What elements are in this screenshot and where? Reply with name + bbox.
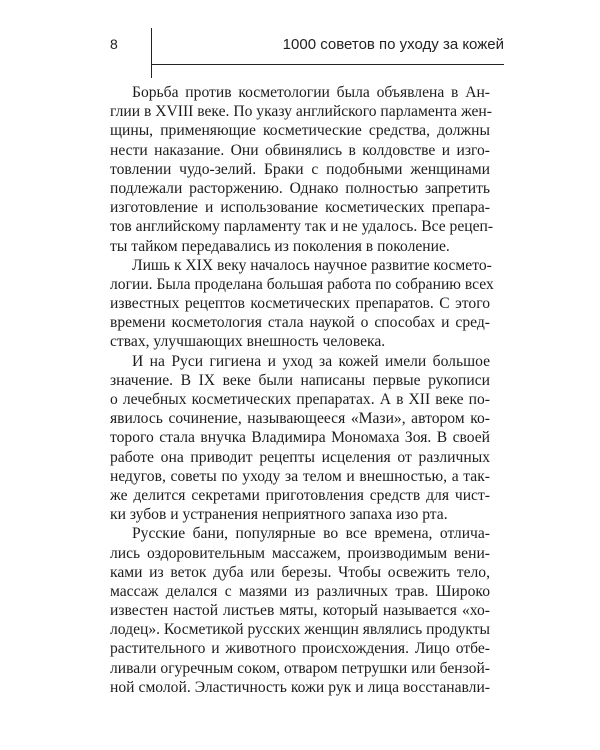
paragraph-3 xyxy=(110,352,490,525)
text-line: тов английскому парламенту так и не удалось. Все рецеп- xyxy=(110,218,494,236)
text-line: ливали огуречным соком, отваром петрушки или бензой- xyxy=(110,659,490,677)
text-line: глии в XVIII веке. По указу английского парламента жен- xyxy=(110,103,492,121)
paragraph-4 xyxy=(110,524,490,697)
header-divider-vertical xyxy=(151,28,152,78)
text-line: ты тайком передавались из поколения в поколение. xyxy=(110,237,450,255)
text-line: товлении чудо-зелий. Браки с подобными женщинами xyxy=(110,160,490,178)
text-line: изготовление и использование косметических препара- xyxy=(110,199,490,217)
text-line: массаж делался с мазями из различных трав. Широко xyxy=(110,582,490,600)
text-line: И на Руси гигиена и уход за кожей имели большое xyxy=(132,352,490,370)
text-line: торого стала внучка Владимира Мономаха Зоя. В своей xyxy=(110,429,490,447)
text-line: времени косметология стала наукой о способах и сред- xyxy=(110,314,490,332)
paragraph-2 xyxy=(110,256,494,352)
text-line: Борьба против косметологии была объявлена в Ан- xyxy=(132,84,490,101)
text-line: же делится секретами приготовления средств для чист- xyxy=(110,486,490,504)
text-line: щины, применяющие косметические средства, должны xyxy=(110,122,490,140)
text-line: ствах, улучшающих внешность человека. xyxy=(110,333,386,351)
text-line: ками из веток дуба или березы. Чтобы освежить тело, xyxy=(110,563,490,581)
running-title: 1000 советов по уходу за кожей xyxy=(282,36,504,53)
text-line: лодец». Косметикой русских женщин являлись продукты xyxy=(110,621,490,639)
text-line: явилось сочинение, называющееся «Мази», автором ко- xyxy=(110,410,490,428)
paragraph-1 xyxy=(110,83,494,256)
text-line: растительного и животного происхождения. Лицо отбе- xyxy=(110,640,490,658)
text-line: логии. Была проделана большая работа по собранию всех xyxy=(110,275,494,293)
text-line: Русские бани, популярные во все времена, отлича- xyxy=(132,525,490,543)
text-line: о лечебных косметических препаратах. А в XII веке по- xyxy=(110,391,490,408)
body-text xyxy=(110,83,494,697)
text-line: ки зубов и устранения неприятного запаха изо рта. xyxy=(110,506,448,524)
text-line: известен настой листьев мяты, который называется «хо- xyxy=(110,602,490,620)
page-number: 8 xyxy=(110,36,118,52)
header-divider-horizontal xyxy=(151,64,504,65)
text-line: работе она приводит рецепты исцеления от различных xyxy=(110,448,490,466)
text-line: недугов, советы по уходу за телом и внешностью, а так- xyxy=(110,467,490,485)
text-line: значение. В IX веке были написаны первые рукописи xyxy=(110,371,490,389)
text-line: ной смолой. Эластичность кожи рук и лица восстанавли- xyxy=(110,678,490,696)
text-line: подлежали расторжению. Однако полностью запретить xyxy=(110,179,490,197)
text-line: Лишь к XIX веку началось научное развитие космето- xyxy=(132,256,492,274)
text-line: лись оздоровительным массажем, производимым вени- xyxy=(110,544,490,562)
text-line: известных рецептов косметических препаратов. С этого xyxy=(110,295,490,313)
text-line: нести наказание. Они обвинялись в колдовстве и изго- xyxy=(110,141,490,159)
